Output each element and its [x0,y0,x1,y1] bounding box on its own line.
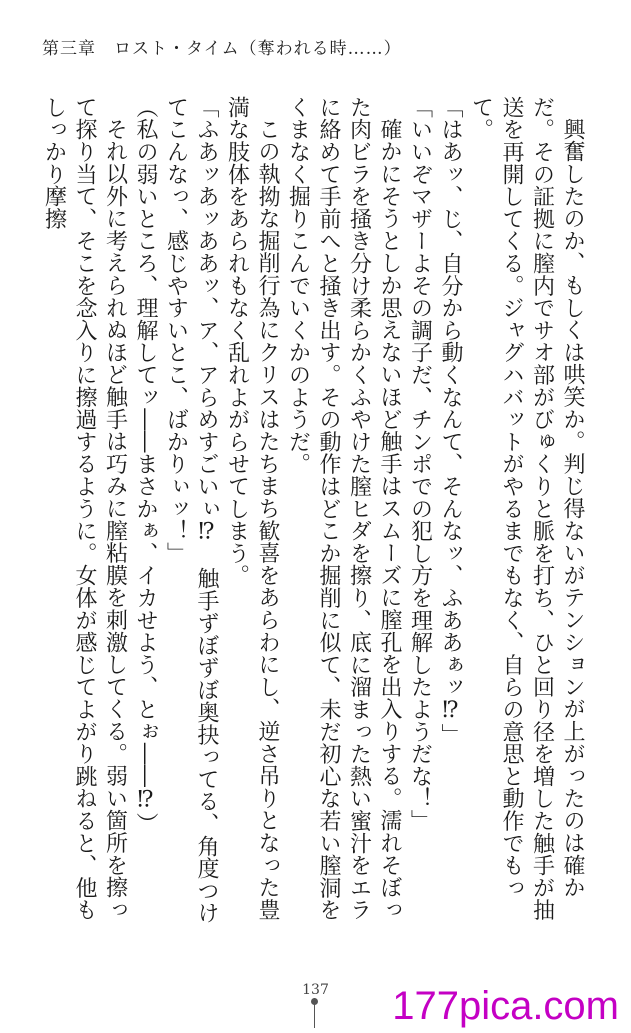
watermark-logo: 177pica.com [392,984,619,1028]
page-ornament-icon [314,998,315,1028]
page-number: 137 [302,982,329,998]
dialog-line: （私の弱いところ、理解してッ――まさかぁ、イカせよう、とぉ――⁉） [133,96,158,835]
paragraph: それ以外に考えられぬほど触手は巧みに膣粘膜を刺激してくる。弱い箇所を擦って探り当て、そこを念入りに擦過するように。女体が感じてよがり跳ねると、他もしっかり摩擦 [41,96,128,922]
dialog-line: 「いいぞマザーよその調子だ、チンポでの犯し方を理解したようだな！」 [407,96,433,832]
paragraph: 興奮したのか、もしくは哄笑か。判じ得ないがテンションが上がったのは確かだ。その証拠に膣内でサオ部がびゅくりと脈を打ち、ひと回り径を増した触手が抽送を再開してくる。ジャグハバットがやるまでもなく、自らの意思と動作でもって。 [468,96,585,922]
paragraph: 確かにそうとしか思えないほど触手はスムーズに膣孔を出入りする。濡れそぼった肉ビラを掻き分け柔らかくふやけた膣ヒダを擦り、底に溜まった熱い蜜汁をエラに絡めて手前へと掻き出す。その動作はどこか掘削に似て、未だ初心な若い膣洞をくまなく掘りこんでいくかのようだ。 [285,96,402,922]
dialog-line: 「はあッ、じ、自分から動くなんて、そんなッ、ふああぁッ⁉」 [438,96,463,746]
paragraph: この執拗な掘削行為にクリスはたちまち歓喜をあらわにし、逆さ吊りとなった豊満な肢体をあられもなく乱れよがらせてしまう。 [224,96,280,921]
dialog-line: 「ふあッあッああッ、ア、アらめすごいぃ⁉ 触手ずぼずぼ奥抉ってる、角度つけてこんなっ、感じやすいとこ、ばかりぃッ！」 [163,96,219,925]
chapter-header: 第三章 ロスト・タイム（奪われる時……） [42,39,402,59]
vertical-body-text [38,96,587,936]
